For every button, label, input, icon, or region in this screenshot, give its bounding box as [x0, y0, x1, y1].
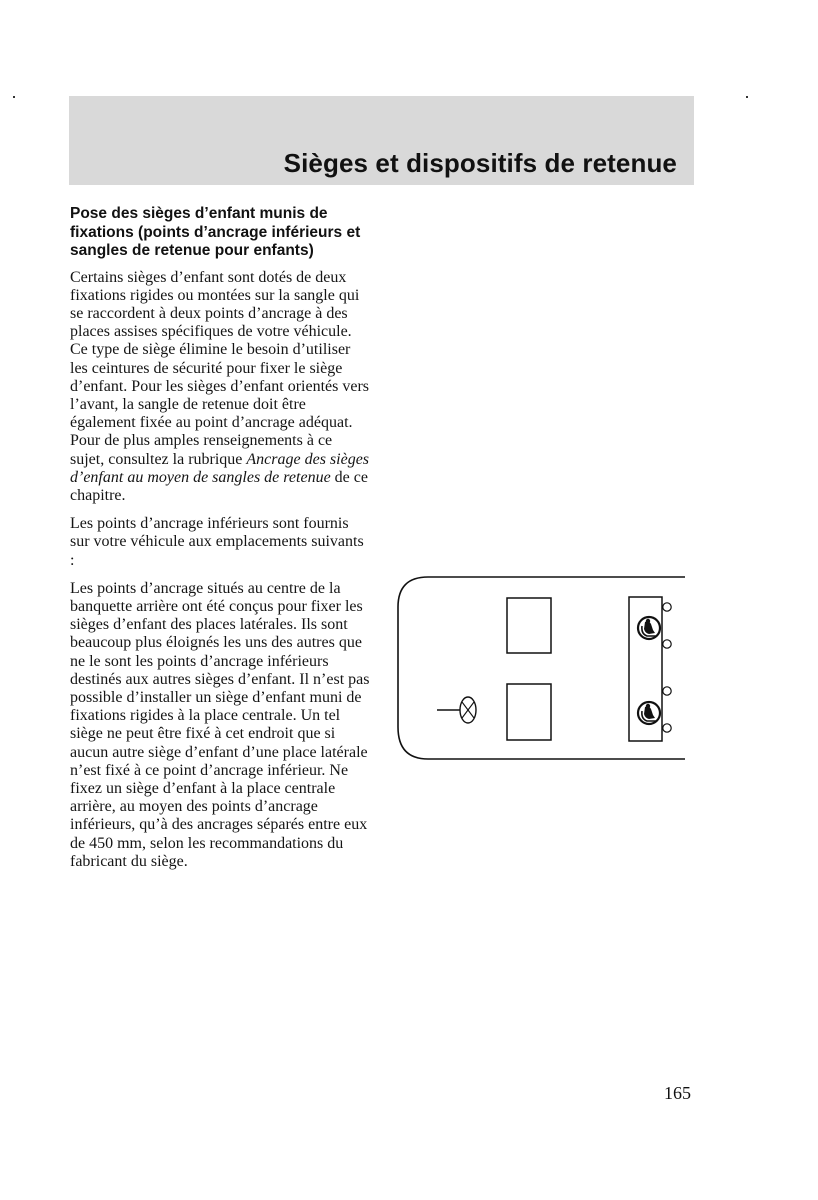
front-seat-passenger: [507, 598, 551, 653]
page-number: 165: [664, 1083, 691, 1103]
front-seat-driver: [507, 684, 551, 740]
crop-mark-left: [13, 96, 15, 98]
paragraph-center-anchors: Les points d’ancrage situés au centre de la banquette arrière ont été conçus pour fixer les sièges d’enfant des places latérales. Ils sont beaucoup plus éloignés les uns des autres que ne le sont les points d’ancrage inférieurs destinés aux autres sièges d’enfant. Il n’est pas possible d’installer un siège d’enfant muni de fixations rigides à la place centrale. Un tel siège ne peut être fixé à cet endroit que si aucun autre siège d’enfant d’une place latérale n’est fixé à ce point d’ancrage inférieur. Ne fixez un siège d’enfant à la place centrale arrière, au moyen des points d’ancrage inférieurs, qu’à des ancrages séparés entre eux de 450 mm, selon les recommandations du fabricant du siège.: [70, 579, 370, 870]
paragraph-intro-tail: de ce chapitre.: [70, 468, 368, 504]
steering-wheel-icon: [437, 697, 476, 723]
paragraph-locations: Les points d’ancrage inférieurs sont fournis sur votre véhicule aux emplacements suivants :: [70, 515, 364, 569]
paragraph-intro-text: Certains sièges d’enfant sont dotés de deux fixations rigides ou montées sur la sangle qui se raccordent à deux points d’ancrage à des places assises spécifiques de votre véhicule. Ce type de siège élimine le besoin d’utiliser les ceintures de sécurité pour fixer le siège d’enfant. Pour les sièges d’enfant orientés vers l’avant, la sangle de retenue doit être également fixée au point d’ancrage adéquat. Pour de plus amples renseignements à ce sujet, consultez la rubrique: [70, 268, 370, 468]
child-seat-anchor-icon: [638, 617, 660, 639]
main-text-column: [70, 205, 370, 881]
chapter-header-band: [69, 96, 694, 185]
child-seat-anchor-icon: [638, 702, 660, 724]
vehicle-seat-diagram: [396, 575, 688, 761]
chapter-title: Sièges et dispositifs de retenue: [283, 148, 677, 178]
section-heading: Pose des sièges d’enfant munis de fixations (points d’ancrage inférieurs et sangles de retenue pour enfants): [70, 205, 361, 259]
seat-layout-illustration: [396, 575, 688, 761]
anchor-point: [663, 687, 671, 695]
anchor-point: [663, 640, 671, 648]
crop-mark-right: [746, 96, 748, 98]
cross-reference: Ancrage des sièges d’enfant au moyen de sangles de retenue: [70, 450, 370, 486]
anchor-point: [663, 724, 671, 732]
paragraph-intro: [70, 269, 370, 506]
anchor-point: [663, 603, 671, 611]
